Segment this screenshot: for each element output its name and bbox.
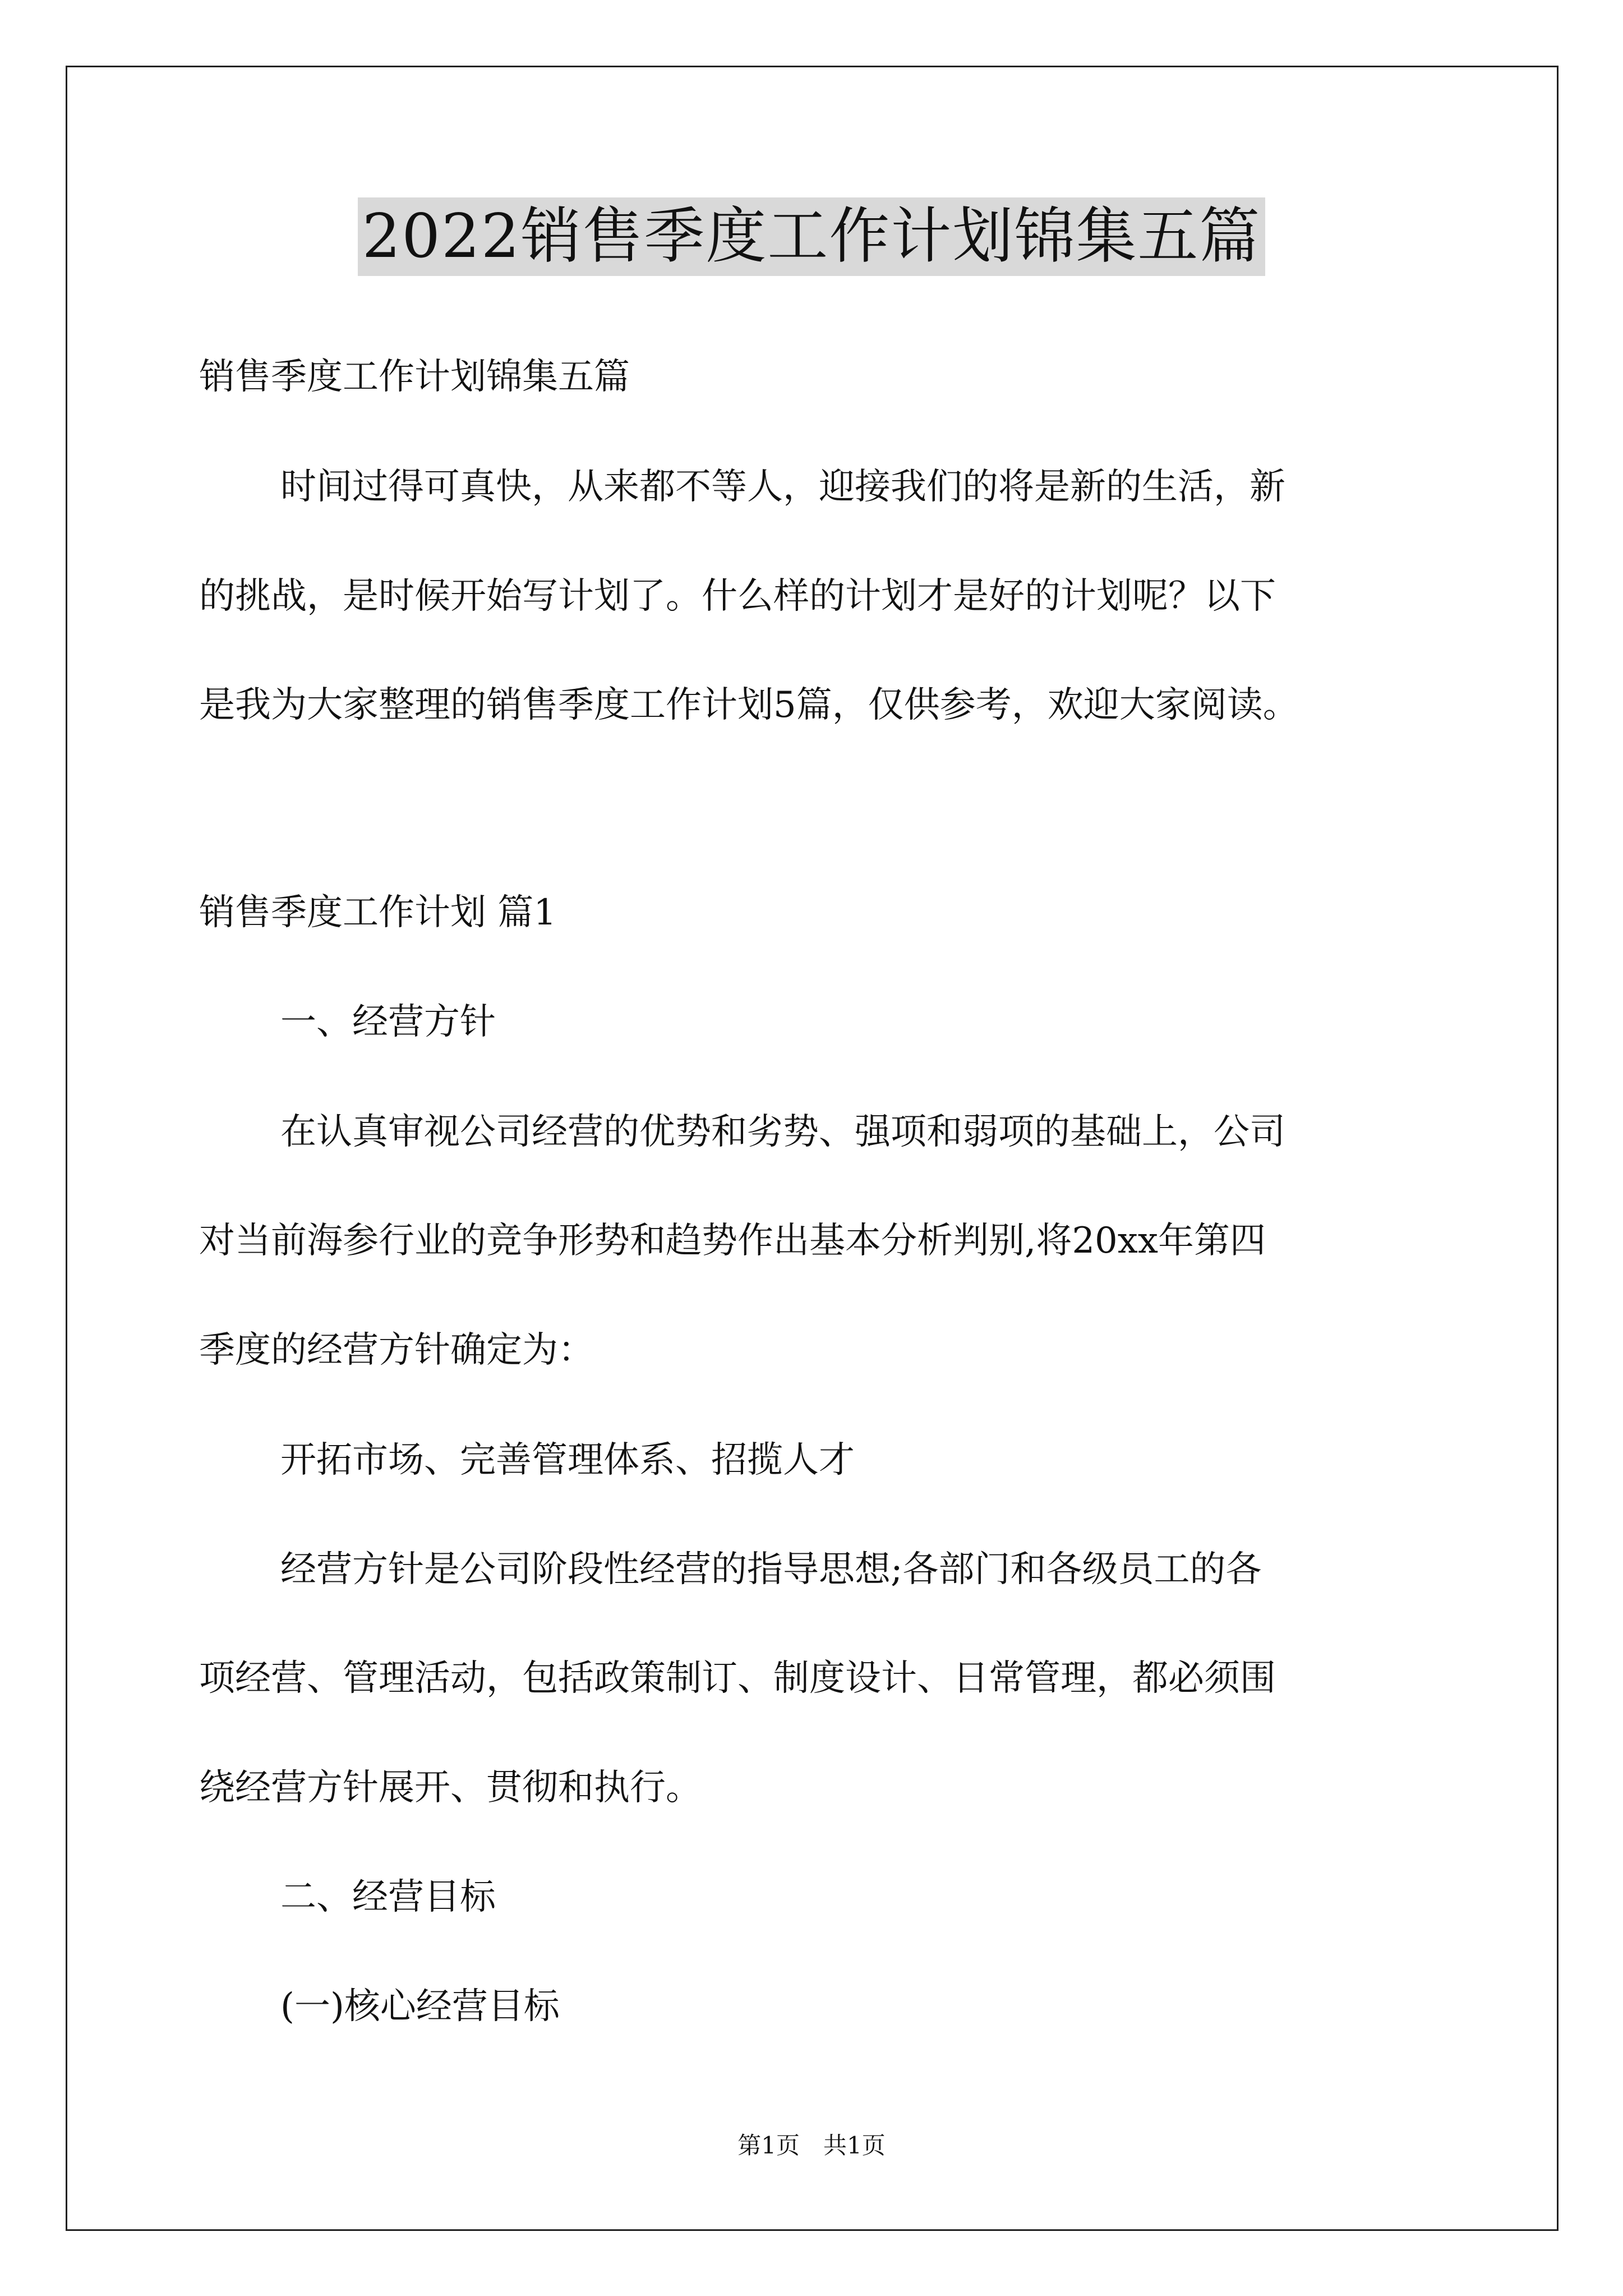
intro-line-1: 时间过得可真快，从来都不等人，迎接我们的将是新的生活，新 <box>280 466 1285 508</box>
part1-para2-line-1: 经营方针是公司阶段性经营的指导思想;各部门和各级员工的各 <box>280 1549 1262 1590</box>
document-subtitle: 销售季度工作计划锦集五篇 <box>199 356 630 398</box>
section-heading: 销售季度工作计划 篇1 <box>199 892 557 933</box>
part1-para2-line-3: 绕经营方针展开、贯彻和执行。 <box>199 1767 702 1809</box>
part2-subheading: (一)核心经营目标 <box>280 1986 560 2027</box>
part1-para1-line-3: 季度的经营方针确定为： <box>199 1329 594 1371</box>
intro-line-3: 是我为大家整理的销售季度工作计划5篇，仅供参考，欢迎大家阅读。 <box>199 684 1299 726</box>
document-title: 2022销售季度工作计划锦集五篇 <box>358 197 1266 276</box>
title-container <box>0 197 1623 276</box>
page-footer: 第1页 共1页 <box>737 2132 886 2159</box>
intro-line-2: 的挑战，是时候开始写计划了。什么样的计划才是好的计划呢？以下 <box>199 576 1276 617</box>
policy-line: 开拓市场、完善管理体系、招揽人才 <box>280 1439 855 1481</box>
part1-para1-line-2: 对当前海参行业的竞争形势和趋势作出基本分析判别,将20xx年第四 <box>199 1220 1266 1262</box>
part1-para2-line-2: 项经营、管理活动，包括政策制订、制度设计、日常管理，都必须围 <box>199 1658 1276 1699</box>
part1-heading: 一、经营方针 <box>280 1001 496 1043</box>
part1-para1-line-1: 在认真审视公司经营的优势和劣势、强项和弱项的基础上，公司 <box>280 1111 1285 1153</box>
part2-heading: 二、经营目标 <box>280 1876 496 1918</box>
